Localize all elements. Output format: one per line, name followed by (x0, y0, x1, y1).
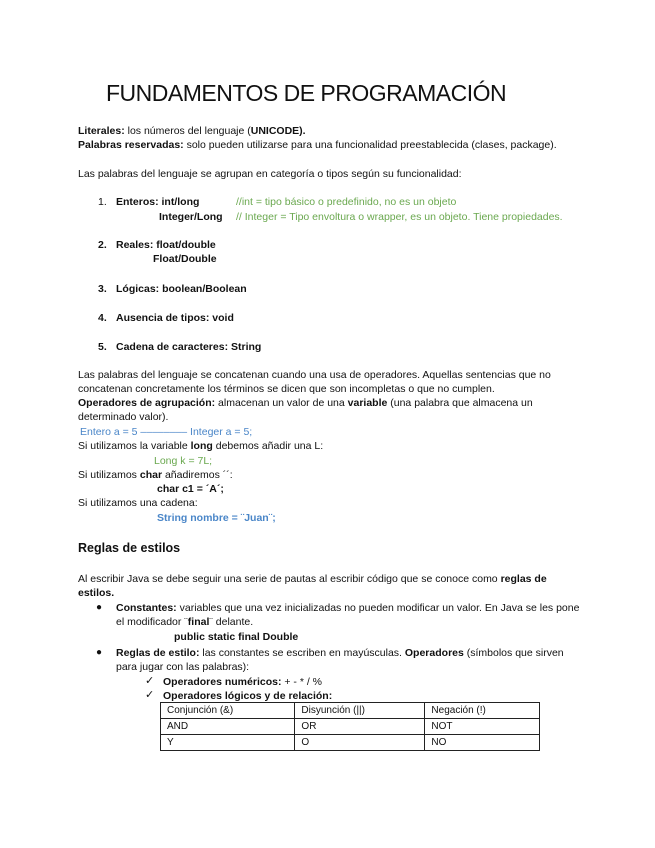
reglas-intro-line1 (78, 572, 547, 586)
bullet1-line2 (116, 615, 253, 629)
reglas-intro-text: Al escribir Java se debe seguir una serie de pautas al escribir código que se conoce como (78, 573, 501, 585)
bullet2-label: Reglas de estilo: (116, 647, 200, 659)
list-num-4: 4. (98, 312, 107, 324)
table-row (161, 719, 540, 735)
cadena-line: Si utilizamos una cadena: (78, 497, 198, 509)
bullet2-text: las constantes se escriben en mayúsculas. (199, 647, 405, 659)
bullet1-line2-post: ¨ delante. (209, 616, 254, 628)
reservadas-label: Palabras reservadas: (78, 139, 184, 151)
list-num-3: 3. (98, 283, 107, 295)
checkmark-icon: ✓ (145, 689, 155, 701)
categorias-intro: Las palabras del lenguaje se agrupan en categoría o tipos según su funcionalidad: (78, 168, 462, 180)
list-item-1-comment: //int = tipo básico o predefinido, no es un objeto (236, 196, 457, 208)
reservadas-line (78, 138, 557, 152)
bullet2-text2: (símbolos que sirven (463, 647, 564, 659)
agrupacion-bold: variable (347, 397, 388, 409)
table-cell: AND (161, 719, 295, 735)
table-cell: OR (295, 719, 425, 735)
table-header-cell: Disyunción (||) (295, 703, 425, 719)
literales-bold: UNICODE). (250, 125, 306, 137)
bullet2-line1 (116, 646, 564, 660)
long-pre: Si utilizamos la variable (78, 440, 191, 452)
literales-label: Literales: (78, 125, 125, 137)
list-num-5: 5. (98, 341, 107, 353)
literales-line (78, 124, 306, 138)
table-cell: O (295, 735, 425, 751)
literales-text: los números del lenguaje ( (124, 125, 251, 137)
list-item-1-sub-comment: // Integer = Tipo envoltura o wrapper, es un objeto. Tiene propiedades. (236, 211, 563, 223)
char-line (78, 468, 233, 482)
string-code: String nombre = ¨Juan¨; (157, 512, 276, 524)
long-bold: long (190, 440, 213, 452)
char-code: char c1 = ´A´; (157, 483, 224, 495)
table-cell: Y (161, 735, 295, 751)
page-title: FUNDAMENTOS DE PROGRAMACIÓN (106, 80, 507, 106)
list-item-1-sub: Integer/Long (159, 211, 223, 223)
table-row (161, 735, 540, 751)
list-item-2-label: Reales: float/double (116, 239, 216, 251)
list-num-2: 2. (98, 239, 107, 251)
agrupacion-text2: (una palabra que almacena un (387, 397, 533, 409)
bullet1-line1 (116, 601, 579, 615)
bullet2-bold: Operadores (404, 647, 464, 659)
bullet1-line2-bold: final (187, 616, 210, 628)
list-item-5-label: Cadena de caracteres: String (116, 341, 262, 353)
entero-example: Entero a = 5 –––––––– Integer a = 5; (80, 426, 253, 438)
check1-text: + - * / % (281, 676, 323, 688)
char-post: añadiremos ´´: (162, 469, 233, 481)
table-header-row (161, 703, 540, 719)
list-item-2-sub: Float/Double (153, 253, 217, 265)
check1-label: Operadores numéricos: (163, 676, 282, 688)
long-code: Long k = 7L; (154, 455, 213, 467)
char-bold: char (139, 469, 163, 481)
bullet2-line2: para jugar con las palabras): (116, 661, 250, 673)
check1-line (163, 675, 322, 689)
reglas-heading: Reglas de estilos (78, 541, 181, 555)
long-line (78, 439, 323, 453)
bullet1-label: Constantes: (116, 602, 177, 614)
agrupacion-label: Operadores de agrupación: (78, 397, 216, 409)
checkmark-icon: ✓ (145, 675, 155, 687)
reglas-intro-bold: reglas de (500, 573, 547, 585)
agrupacion-line2: determinado valor). (78, 411, 169, 423)
list-item-3-label: Lógicas: boolean/Boolean (116, 283, 247, 295)
para1-line2: concatenan concretamente los términos se dicen que son incompletas o que no cumplen. (78, 383, 495, 395)
para1-line1: Las palabras del lenguaje se concatenan cuando una usa de operadores. Aquellas sentencias que no (78, 369, 551, 381)
agrupacion-text1: almacenan un valor de una (215, 397, 348, 409)
bullet-dot-2: ● (96, 647, 103, 658)
reglas-intro-line2: estilos. (78, 587, 115, 599)
long-post: debemos añadir una L: (212, 440, 324, 452)
table-header-cell: Negación (!) (425, 703, 540, 719)
table-cell: NOT (425, 719, 540, 735)
check2-label: Operadores lógicos y de relación: (163, 690, 333, 702)
operators-table (160, 702, 540, 751)
bullet1-line2-pre: el modificador ¨ (116, 616, 188, 628)
bullet1-code: public static final Double (174, 631, 299, 643)
bullet-dot-1: ● (96, 602, 103, 613)
char-pre: Si utilizamos (78, 469, 140, 481)
list-item-4-label: Ausencia de tipos: void (116, 312, 234, 324)
list-item-1-label: Enteros: int/long (116, 196, 200, 208)
agrupacion-line (78, 396, 533, 410)
table-cell: NO (425, 735, 540, 751)
reservadas-text: solo pueden utilizarse para una funcionalidad preestablecida (clases, package). (183, 139, 557, 151)
list-num-1: 1. (98, 196, 107, 208)
bullet1-text: variables que una vez inicializadas no pueden modificar un valor. En Java se les pone (176, 602, 580, 614)
table-header-cell: Conjunción (&) (161, 703, 295, 719)
